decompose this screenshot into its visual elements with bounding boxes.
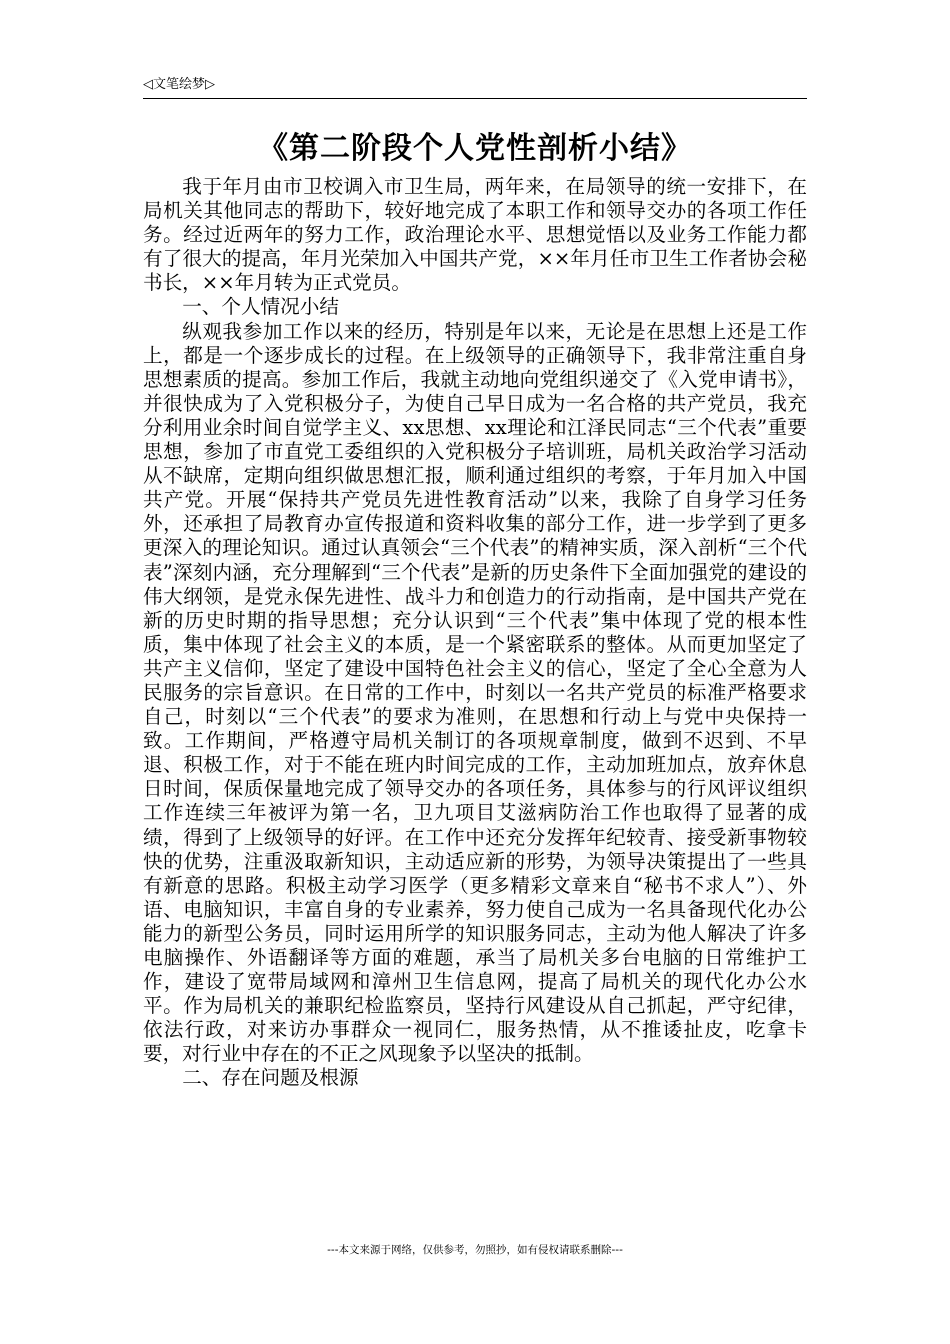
document-title: 《第二阶段个人党性剖析小结》 (258, 131, 692, 166)
header-brand: ◁文笔绘梦▷ (143, 77, 215, 92)
section-1-paragraph: 纵观我参加工作以来的经历，特别是年以来，无论是在思想上还是工作上，都是一个逐步成长的过程。在上级领导的正确领导下，我非常注重自身思想素质的提高。参加工作后，我就主动地向党组织递交了《入党申请书》，并很快成为了入党积极分子，为使自己早日成为一名合格的共产党员，我充分利用业余时间自觉学主义、xx思想、xx理论和江泽民同志“三个代表”重要思想，参加了市直党工委组织的入党积极分子培训班，局机关政治学习活动从不缺席，定期向组织做思想汇报，顺利通过组织的考察，于年月加入中国共产党。开展“保持共产党员先进性教育活动”以来，我除了自身学习任务外，还承担了局教育办宣传报道和资料收集的部分工作，进一步学到了更多更深入的理论知识。通过认真领会“三个代表”的精神实质，深入剖析“三个代表”深刻内涵，充分理解到“三个代表”是新的历史条件下全面加强党的建设的伟大纲领，是党永保先进性、战斗力和创造力的行动指南，是中国共产党在新的历史时期的指导思想；充分认识到“三个代表”集中体现了党的根本性质，集中体现了社会主义的本质，是一个紧密联系的整体。从而更加坚定了共产主义信仰，坚定了建设中国特色社会主义的信心，坚定了全心全意为人民服务的宗旨意识。在日常的工作中，时刻以一名共产党员的标准严格要求自己，时刻以“三个代表”的要求为准则，在思想和行动上与党中央保持一致。工作期间，严格遵守局机关制订的各项规章制度，做到不迟到、不早退、积极工作，对于不能在班内时间完成的工作，主动加班加点，放弃休息日时间，保质保量地完成了领导交办的各项任务，具体参与的行风评议组织工作连续三年被评为第一名，卫九项目艾滋病防治工作也取得了显著的成绩，得到了上级领导的好评。在工作中还充分发挥年纪较青、接受新事物较快的优势，注重汲取新知识，主动适应新的形势，为领导决策提出了一些具有新意的思路。积极主动学习医学（更多精彩文章来自“秘书不求人”）、外语、电脑知识，丰富自身的专业素养，努力使自己成为一名具备现代化办公能力的新型公务员，同时运用所学的知识服务同志，主动为他人解决了许多电脑操作、外语翻译等方面的难题，承当了局机关多台电脑的日常维护工作，建设了宽带局域网和漳州卫生信息网，提高了局机关的现代化办公水平。作为局机关的兼职纪检监察员，坚持行风建设从自己抓起，严守纪律，依法行政，对来访办事群众一视同仁，服务热情，从不推诿扯皮，吃拿卡要，对行业中存在的不正之风现象予以坚决的抵制。 (143, 319, 807, 1066)
document-body (143, 175, 807, 1091)
header-divider (143, 98, 807, 99)
section-heading-2: 二、存在问题及根源 (182, 1066, 359, 1090)
section-heading-1: 一、个人情况小结 (182, 295, 339, 319)
intro-paragraph: 我于年月由市卫校调入市卫生局，两年来，在局领导的统一安排下，在局机关其他同志的帮助下，较好地完成了本职工作和领导交办的各项工作任务。经过近两年的努力工作，政治理论水平、思想觉悟以及业务工作能力都有了很大的提高，年月光荣加入中国共产党，××年月任市卫生工作者协会秘书长，××年月转为正式党员。 (143, 175, 807, 295)
footer-notice: ---本文来源于网络，仅供参考，勿照抄，如有侵权请联系删除--- (327, 1244, 623, 1256)
